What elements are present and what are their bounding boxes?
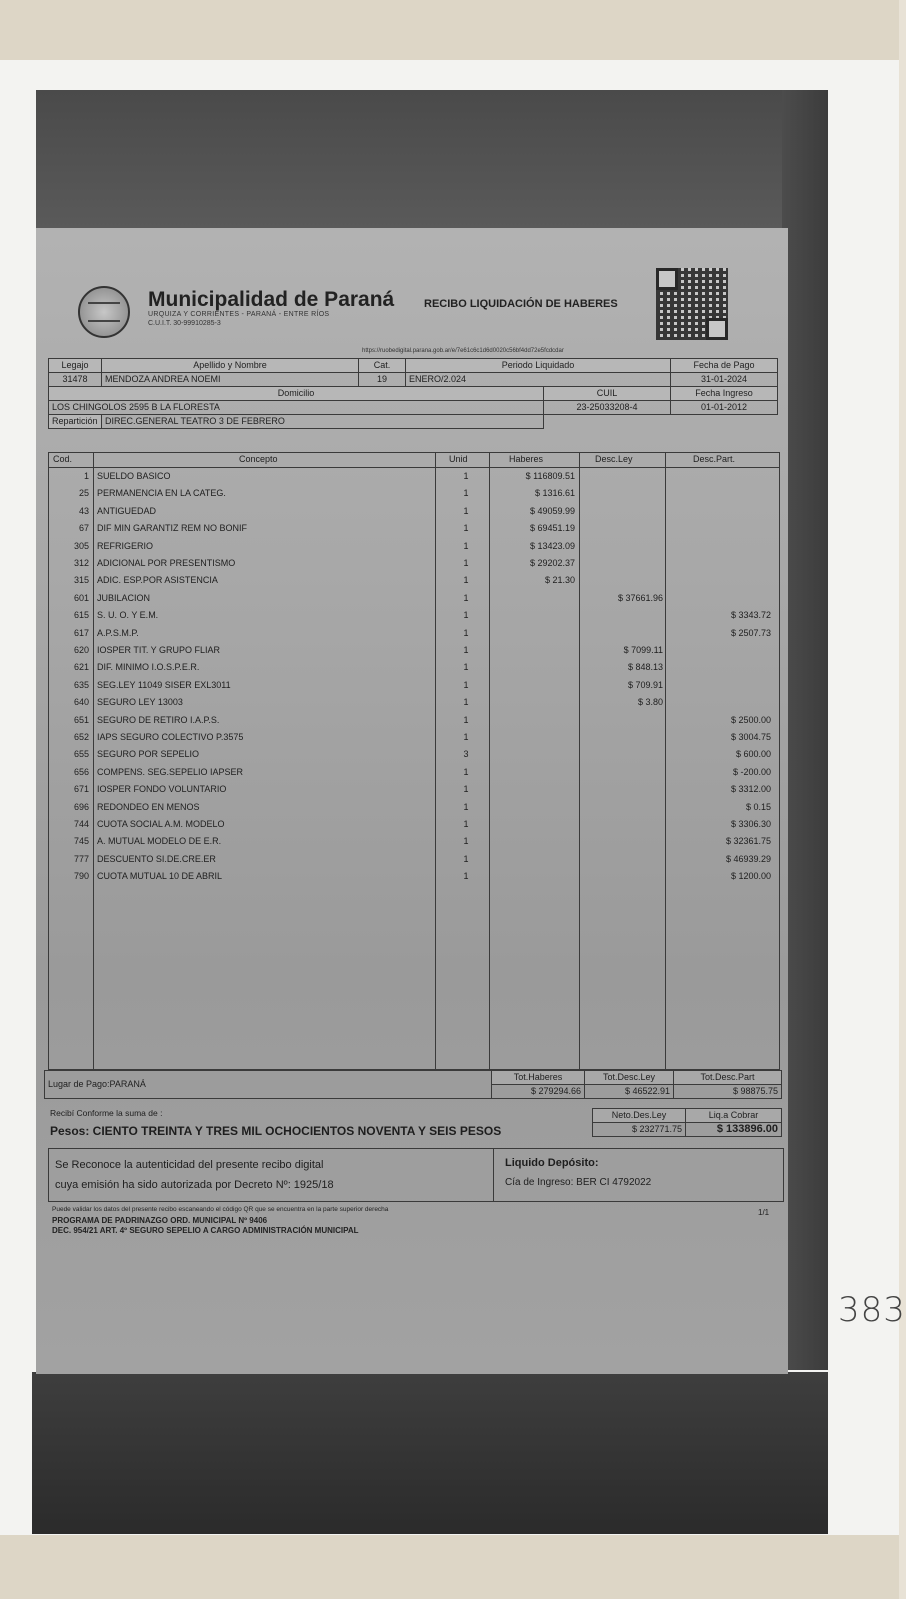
row-concepto: REDONDEO EN MENOS (97, 801, 200, 812)
table-row (49, 764, 779, 781)
row-unid: 1 (463, 836, 469, 847)
row-haberes: $ 21.30 (544, 575, 575, 586)
row-concepto: ADICIONAL POR PRESENTISMO (97, 558, 236, 568)
col-desc-ley: Desc.Ley (595, 454, 633, 464)
col-cod: Cod. (53, 454, 73, 464)
row-concepto: IOSPER FONDO VOLUNTARIO (97, 784, 227, 795)
row-unid: 1 (463, 732, 469, 742)
row-desc-part: $ 0.15 (745, 801, 771, 812)
legajo-value: 31478 (49, 373, 102, 387)
row-cod: 790 (73, 871, 89, 882)
row-haberes: $ 49059.99 (529, 505, 575, 516)
row-unid: 1 (463, 505, 469, 516)
col-concepto: Concepto (239, 454, 278, 464)
table-row (49, 729, 779, 746)
row-concepto: IAPS SEGURO COLECTIVO P.3575 (97, 732, 244, 742)
row-concepto: SEGURO LEY 13003 (97, 697, 183, 708)
row-unid: 1 (463, 766, 469, 777)
row-haberes: $ 69451.19 (529, 523, 575, 534)
deposito-label: Liquido Depósito: (505, 1157, 599, 1169)
row-desc-part: $ 3306.30 (730, 819, 771, 829)
row-unid: 1 (463, 819, 469, 829)
row-unid: 1 (463, 540, 469, 551)
table-row (49, 677, 779, 694)
document-title: RECIBO LIQUIDACIÓN DE HABERES (424, 298, 618, 310)
row-concepto: DIF MIN GARANTIZ REM NO BONIF (97, 523, 247, 534)
net-table (592, 1108, 782, 1137)
row-cod: 656 (73, 766, 89, 777)
row-cod: 640 (73, 697, 89, 708)
row-concepto: A. MUTUAL MODELO DE E.R. (97, 836, 222, 847)
row-haberes: $ 13423.09 (529, 540, 575, 551)
row-unid: 1 (463, 488, 469, 499)
nombre-value: MENDOZA ANDREA NOEMI (102, 373, 359, 387)
domicilio-label: Domicilio (49, 387, 544, 401)
row-unid: 1 (463, 558, 469, 568)
row-cod: 617 (73, 627, 89, 638)
row-cod: 696 (73, 801, 89, 812)
row-concepto: SEGURO DE RETIRO I.A.P.S. (97, 714, 220, 725)
auth-line1: Se Reconoce la autenticidad del presente recibo digital (55, 1159, 324, 1171)
row-cod: 315 (73, 575, 89, 586)
table-row (49, 538, 779, 555)
col-desc-part: Desc.Part. (693, 454, 736, 464)
row-desc-part: $ 46939.29 (725, 853, 771, 864)
row-haberes: $ 116809.51 (525, 471, 575, 481)
auth-box (48, 1148, 784, 1202)
cat-value: 19 (359, 373, 406, 387)
page-number: 1/1 (758, 1208, 770, 1217)
row-desc-ley: $ 848.13 (627, 662, 663, 673)
row-cod: 621 (73, 662, 89, 673)
row-desc-part: $ 3312.00 (730, 784, 771, 795)
cuil-value: 23-25033208-4 (544, 401, 671, 415)
row-cod: 615 (73, 610, 89, 621)
table-row (49, 625, 779, 642)
row-concepto: A.P.S.M.P. (97, 627, 139, 638)
cat-label: Cat. (359, 359, 406, 373)
tot-desc-part-value: $ 98875.75 (674, 1085, 782, 1099)
row-unid: 1 (463, 697, 469, 708)
lugar-pago: Lugar de Pago:PARANÁ (45, 1071, 492, 1099)
row-concepto: ADIC. ESP.POR ASISTENCIA (97, 575, 218, 586)
fecha-pago-value: 31-01-2024 (671, 373, 778, 387)
row-unid: 1 (463, 610, 469, 621)
periodo-label: Periodo Liquidado (406, 359, 671, 373)
nombre-label: Apellido y Nombre (102, 359, 359, 373)
municipality-cuit: C.U.I.T. 30-99910285-3 (148, 320, 221, 327)
table-row (49, 816, 779, 833)
table-row (49, 868, 779, 885)
row-desc-ley: $ 7099.11 (623, 645, 663, 655)
row-concepto: JUBILACION (97, 592, 151, 603)
municipal-seal-icon (78, 286, 130, 338)
liq-value: $ 133896.00 (686, 1123, 782, 1137)
row-cod: 601 (73, 592, 89, 603)
reparticion-value: DIREC.GENERAL TEATRO 3 DE FEBRERO (102, 415, 544, 429)
row-concepto: SEGURO POR SEPELIO (97, 749, 200, 760)
table-row (49, 485, 779, 502)
row-cod: 744 (73, 819, 89, 829)
row-concepto: CUOTA MUTUAL 10 DE ABRIL (97, 871, 223, 882)
tot-desc-part-label: Tot.Desc.Part (674, 1071, 782, 1085)
table-row (49, 799, 779, 816)
row-desc-part: $ 3004.75 (730, 732, 771, 742)
col-unid: Unid (449, 454, 468, 464)
qr-code-icon (656, 268, 728, 340)
table-row (49, 468, 779, 485)
tot-desc-ley-value: $ 46522.91 (585, 1085, 674, 1099)
cuil-label: CUIL (544, 387, 671, 401)
row-unid: 1 (463, 679, 469, 690)
row-cod: 671 (73, 784, 89, 795)
row-concepto: ANTIGUEDAD (97, 505, 157, 516)
totals-table (44, 1070, 782, 1099)
row-concepto: S. U. O. Y E.M. (97, 610, 159, 621)
row-cod: 25 (78, 488, 89, 499)
table-row (49, 746, 779, 763)
row-cod: 1 (83, 471, 89, 481)
row-desc-part: $ -200.00 (732, 766, 771, 777)
row-desc-part: $ 1200.00 (730, 871, 771, 882)
concepts-header (49, 453, 779, 468)
row-concepto: DIF. MINIMO I.O.S.P.E.R. (97, 662, 200, 673)
table-row (49, 642, 779, 659)
row-concepto: PERMANENCIA EN LA CATEG. (97, 488, 226, 499)
fecha-ingreso-value: 01-01-2012 (671, 401, 778, 415)
row-concepto: REFRIGERIO (97, 540, 154, 551)
row-unid: 1 (463, 471, 469, 481)
legajo-label: Legajo (49, 359, 102, 373)
qr-validation-note: Puede validar los datos del presente recibo escaneando el código QR que se encuentra en la parte superior derecha (52, 1206, 389, 1213)
row-concepto: SEG.LEY 11049 SISER EXL3011 (97, 679, 231, 690)
table-row (49, 659, 779, 676)
row-concepto: COMPENS. SEG.SEPELIO IAPSER (97, 766, 244, 777)
background-top (0, 0, 899, 60)
table-row (49, 503, 779, 520)
row-unid: 1 (463, 627, 469, 638)
row-cod: 43 (78, 505, 89, 516)
row-unid: 1 (463, 662, 469, 673)
tot-desc-ley-label: Tot.Desc.Ley (585, 1071, 674, 1085)
table-row (49, 572, 779, 589)
table-row (49, 520, 779, 537)
background-bottom (0, 1535, 899, 1599)
table-row (49, 694, 779, 711)
domicilio-value: LOS CHINGOLOS 2595 B LA FLORESTA (49, 401, 544, 415)
table-row (49, 590, 779, 607)
table-row (49, 555, 779, 572)
municipality-name: Municipalidad de Paraná (148, 288, 395, 311)
row-concepto: SUELDO BASICO (97, 471, 171, 481)
dark-surface-bottom (32, 1372, 828, 1534)
row-desc-part: $ 3343.72 (730, 610, 771, 621)
dark-surface-top (36, 90, 826, 230)
concepts-table (48, 452, 780, 1070)
row-unid: 1 (463, 871, 469, 882)
col-haberes: Haberes (509, 454, 544, 464)
row-haberes: $ 1316.61 (534, 488, 575, 499)
row-desc-ley: $ 37661.96 (617, 592, 663, 603)
row-desc-part: $ 2500.00 (730, 714, 771, 725)
row-cod: 67 (78, 523, 89, 534)
dark-surface-right (782, 90, 828, 1370)
tot-haberes-value: $ 279294.66 (492, 1085, 585, 1099)
municipality-address: URQUIZA Y CORRIENTES - PARANÁ - ENTRE RÍOS (148, 311, 330, 318)
row-cod: 777 (73, 853, 89, 864)
row-unid: 3 (463, 749, 469, 760)
tot-haberes-label: Tot.Haberes (492, 1071, 585, 1085)
row-cod: 312 (73, 558, 89, 568)
row-unid: 1 (463, 784, 469, 795)
row-unid: 1 (463, 714, 469, 725)
reparticion-label: Repartición (49, 415, 102, 429)
validation-url: https://ruobedigital.parana.gob.ar/e/7e61c6c1d6d0020c56bf4dd72e5fcdcdar (362, 348, 564, 354)
row-unid: 1 (463, 645, 469, 655)
row-desc-part: $ 32361.75 (725, 836, 771, 847)
row-desc-ley: $ 709.91 (627, 679, 663, 690)
row-concepto: DESCUENTO SI.DE.CRE.ER (97, 853, 216, 864)
row-cod: 635 (73, 679, 89, 690)
table-row (49, 607, 779, 624)
row-unid: 1 (463, 575, 469, 586)
table-row (49, 851, 779, 868)
programa-note: PROGRAMA DE PADRINAZGO ORD. MUNICIPAL Nº 9406 (52, 1216, 268, 1225)
row-desc-part: $ 600.00 (735, 749, 771, 760)
row-concepto: CUOTA SOCIAL A.M. MODELO (97, 819, 225, 829)
liq-label: Liq.a Cobrar (686, 1109, 782, 1123)
row-unid: 1 (463, 853, 469, 864)
periodo-value: ENERO/2.024 (406, 373, 671, 387)
decree-note: DEC. 954/21 ART. 4º SEGURO SEPELIO A CARGO ADMINISTRACIÓN MUNICIPAL (52, 1226, 359, 1235)
table-row (49, 781, 779, 798)
employee-info-table (48, 358, 778, 429)
row-unid: 1 (463, 592, 469, 603)
neto-value: $ 232771.75 (593, 1123, 686, 1137)
row-unid: 1 (463, 523, 469, 534)
row-haberes: $ 29202.37 (529, 558, 575, 568)
row-cod: 652 (73, 732, 89, 742)
payslip-document (44, 262, 784, 1235)
recibi-label: Recibí Conforme la suma de : (50, 1108, 163, 1118)
row-cod: 651 (73, 714, 89, 725)
amount-in-words: Pesos: CIENTO TREINTA Y TRES MIL OCHOCIENTOS NOVENTA Y SEIS PESOS (50, 1124, 502, 1138)
row-concepto: IOSPER TIT. Y GRUPO FLIAR (97, 645, 221, 655)
neto-label: Neto.Des.Ley (593, 1109, 686, 1123)
auth-line2: cuya emisión ha sido autorizada por Decreto Nº: 1925/18 (55, 1179, 334, 1191)
row-cod: 655 (73, 749, 89, 760)
table-row (49, 833, 779, 850)
deposito-value: Cía de Ingreso: BER CI 4792022 (505, 1177, 652, 1188)
row-desc-ley: $ 3.80 (637, 697, 663, 708)
handwritten-number: 383 (838, 1290, 906, 1330)
row-cod: 305 (73, 540, 89, 551)
row-desc-part: $ 2507.73 (730, 627, 771, 638)
row-cod: 620 (73, 645, 89, 655)
table-row (49, 712, 779, 729)
fecha-ingreso-label: Fecha Ingreso (671, 387, 778, 401)
fecha-pago-label: Fecha de Pago (671, 359, 778, 373)
row-unid: 1 (463, 801, 469, 812)
row-cod: 745 (73, 836, 89, 847)
